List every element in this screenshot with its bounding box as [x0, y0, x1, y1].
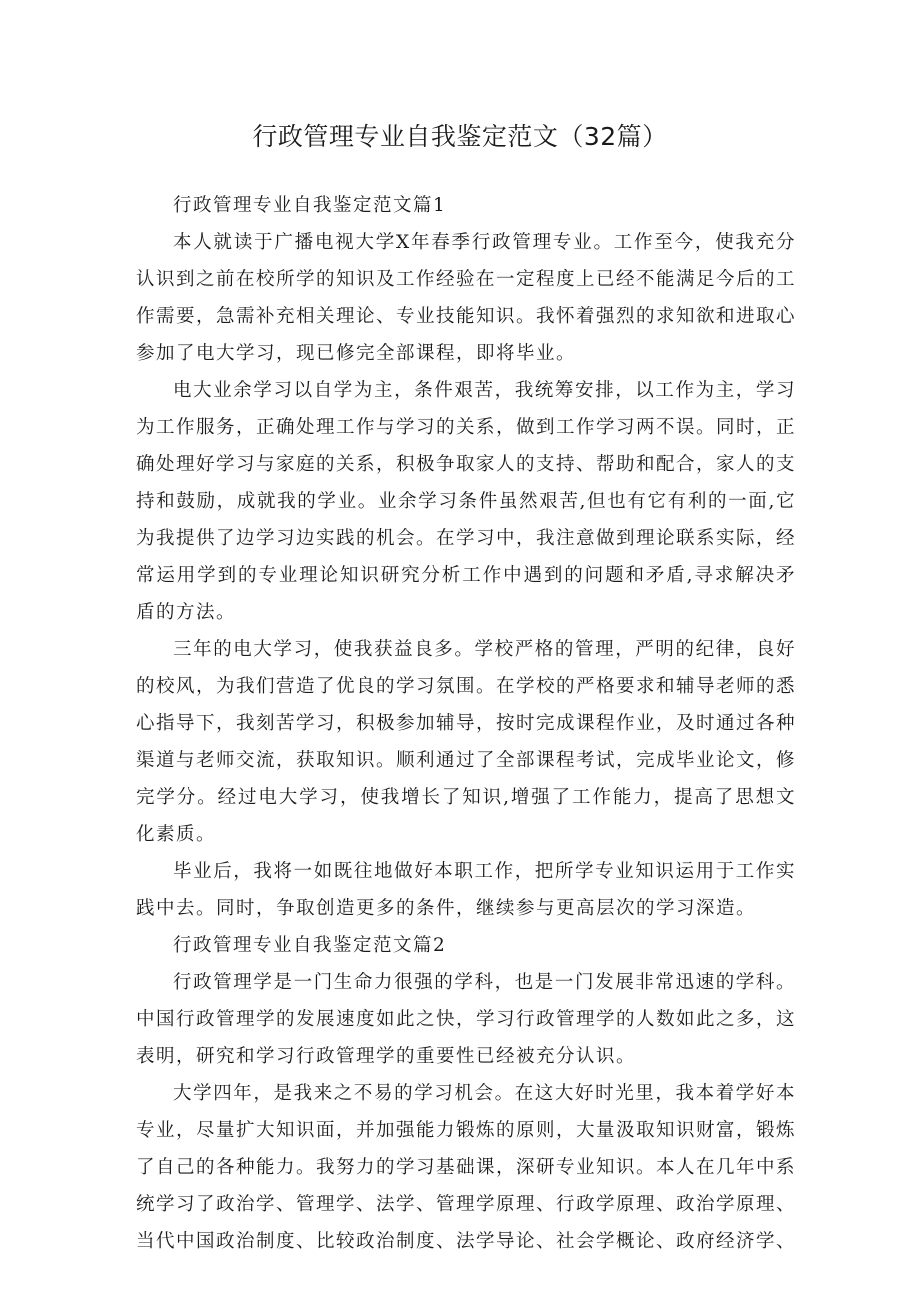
document-title: 行政管理专业自我鉴定范文（32篇） — [252, 122, 668, 151]
paragraph: 大学四年，是我来之不易的学习机会。在这大好时光里，我本着学好本专业，尽量扩大知识面，并加强能力锻炼的原则，大量汲取知识财富，锻炼了自己的各种能力。我努力的学习基础课，深研专业知识。本人在几年中系统学习了政治学、管理学、法学、管理学原理、行政学原理、政治学原理、当代中国政治制度、比较政治制度、法学导论、社会学概论、政府经济学、 — [136, 1083, 797, 1252]
paragraph: 行政管理学是一门生命力很强的学科，也是一门发展非常迅速的学科。中国行政管理学的发展速度如此之快，学习行政管理学的人数如此之多，这表明，研究和学习行政管理学的重要性已经被充分认识。 — [136, 972, 797, 1067]
section-heading-2: 行政管理专业自我鉴定范文篇2 — [173, 935, 447, 956]
section-heading-1: 行政管理专业自我鉴定范文篇1 — [173, 195, 447, 216]
paragraph: 三年的电大学习，使我获益良多。学校严格的管理，严明的纪律，良好的校风，为我们营造了优良的学习氛围。在学校的严格要求和辅导老师的悉心指导下，我刻苦学习，积极参加辅导，按时完成课程作业，及时通过各种渠道与老师交流，获取知识。顺利通过了全部课程考试，完成毕业论文，修完学分。经过电大学习，使我增长了知识,增强了工作能力，提高了思想文化素质。 — [136, 639, 797, 845]
paragraph: 毕业后，我将一如既往地做好本职工作，把所学专业知识运用于工作实践中去。同时，争取创造更多的条件，继续参与更高层次的学习深造。 — [136, 861, 796, 919]
document-body — [136, 187, 796, 1260]
paragraph: 本人就读于广播电视大学X年春季行政管理专业。工作至今，使我充分认识到之前在校所学的知识及工作经验在一定程度上已经不能满足今后的工作需要，急需补充相关理论、专业技能知识。我怀着强烈的求知欲和进取心参加了电大学习，现已修完全部课程，即将毕业。 — [136, 232, 797, 364]
paragraph: 电大业余学习以自学为主，条件艰苦，我统筹安排，以工作为主，学习为工作服务，正确处理工作与学习的关系，做到工作学习两不误。同时，正确处理好学习与家庭的关系，积极争取家人的支持、帮助和配合，家人的支持和鼓励，成就我的学业。业余学习条件虽然艰苦,但也有它有利的一面,它为我提供了边学习边实践的机会。在学习中，我注意做到理论联系实际，经常运用学到的专业理论知识研究分析工作中遇到的问题和矛盾,寻求解决矛盾的方法。 — [136, 380, 797, 623]
